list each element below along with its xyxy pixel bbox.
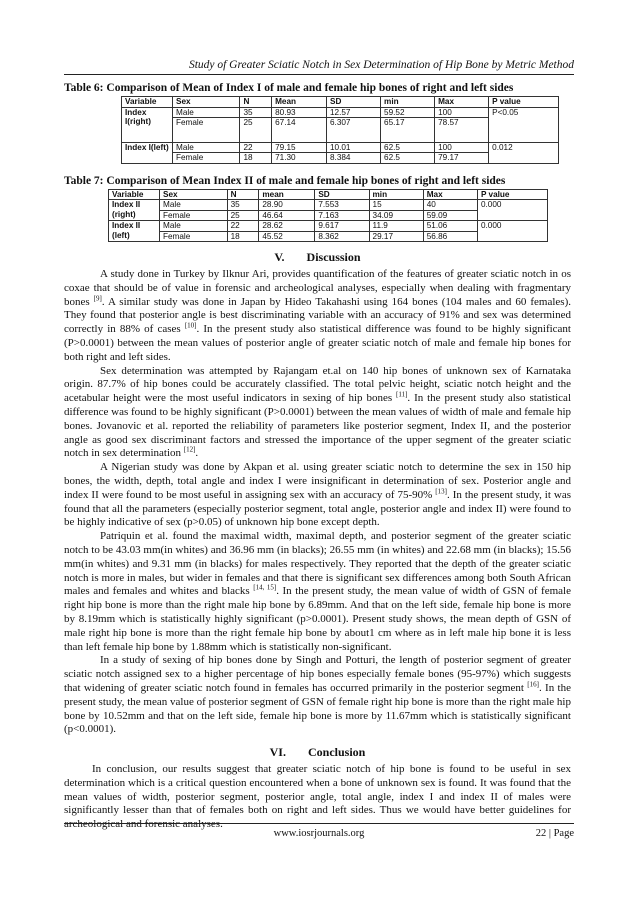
column-header: P value (477, 189, 547, 200)
cell-min: 15 (369, 200, 423, 211)
table6-caption: Table 6: Comparison of Mean of Index I of male and female hip bones of right and left sides (64, 82, 514, 94)
column-header: N (240, 97, 272, 108)
cell-min: 59.52 (381, 107, 435, 118)
cell-min: 29.17 (369, 231, 423, 242)
cell-sd: 10.01 (327, 142, 381, 153)
discussion-paragraph-2: Sex determination was attempted by Rajangam et.al on 140 hip bones of unknown sex of Karnataka origin. 87.7% of hip bones could be accurately classified. The total pelvic height, sciatic notch height and the acetabular height were the most useful indicators in sexing of hip bones [11]. In the present study also statistical difference was found to be highly significant (P>0.0001) between the mean values of width of male and female hip bones. Jovanovic et al. reported the reliability of parameters like posterior segment, Index II, and the posterior angle as good sex discriminant factors and stressed the importance of the upper segment of the greater sciatic notch in sex determination [12]. (64, 364, 571, 460)
column-header: P value (489, 97, 559, 108)
table-row (122, 142, 559, 153)
discussion-title: Discussion (306, 250, 361, 264)
variable-cell: Index II (left) (109, 221, 160, 242)
cell-max: 79.17 (435, 153, 489, 164)
cell-sd: 9.617 (315, 221, 369, 232)
variable-cell: Index I(right) (122, 107, 173, 142)
cell-max: 100 (435, 107, 489, 118)
cell-min: 65.17 (381, 118, 435, 143)
column-header: Max (423, 189, 477, 200)
cell-mean: 45.52 (259, 231, 315, 242)
footer-site: www.iosrjournals.org (273, 828, 365, 839)
cell-sd: 7.553 (315, 200, 369, 211)
column-header: Mean (272, 97, 327, 108)
citation: [9] (93, 293, 102, 302)
column-header: Sex (160, 189, 228, 200)
cell-mean: 80.93 (272, 107, 327, 118)
cell-sex: Female (173, 153, 240, 164)
table7-caption: Table 7: Comparison of Mean Index II of male and female hip bones of right and left sides (64, 174, 506, 187)
table-row (109, 221, 548, 232)
table7 (108, 189, 548, 243)
cell-max: 56.86 (423, 231, 477, 242)
discussion-number: V. (274, 250, 285, 264)
cell-n: 18 (227, 231, 259, 242)
cell-n: 25 (240, 118, 272, 143)
discussion-paragraph-3: A Nigerian study was done by Akpan et al. using greater sciatic notch to determine the sex in 150 hip bones, the width, depth, total angle and index I were insignificant in determination of sex. Posterior angle and index II were found to be most useful in assigning sex with an accuracy of 75-90% [13]. In the present study, it was found that all the parameters (especially posterior segment, total angle, posterior angle and index II) were found to be highly indicative of sex (p>0.05) of unknown hip bone except depth. (64, 461, 571, 529)
conclusion-heading (64, 745, 571, 759)
column-header: Variable (122, 97, 173, 108)
cell-max: 100 (435, 142, 489, 153)
p-value-cell: 0.000 (477, 200, 547, 221)
variable-cell: Index I(left) (122, 142, 173, 163)
cell-mean: 71.30 (272, 153, 327, 164)
discussion-paragraph-5: In a study of sexing of hip bones done by Singh and Potturi, the length of posterior segment of greater sciatic notch assigned sex to a higher percentage of hip bones especially female bones (95-97%) which suggests that widening of greater sciatic notch found in females has occurred primarily in the posterior segment [16]. In the present study, the mean value of posterior segment of GSN of female right hip bone is more than the right male hip bone by 10.52mm and that on the left side, female hip bone is more by 11.67mm which is statistically significant (p<0.0001). (64, 654, 571, 736)
column-header: N (227, 189, 259, 200)
cell-min: 62.5 (381, 142, 435, 153)
cell-sex: Male (173, 142, 240, 153)
table-header-row (109, 189, 548, 200)
cell-sd: 7.163 (315, 210, 369, 221)
cell-mean: 67.14 (272, 118, 327, 143)
column-header: min (369, 189, 423, 200)
variable-cell: Index II (right) (109, 200, 160, 221)
cell-n: 22 (240, 142, 272, 153)
cell-sd: 12.57 (327, 107, 381, 118)
p-value-cell: 0.000 (477, 221, 547, 242)
column-header: mean (259, 189, 315, 200)
cell-n: 35 (227, 200, 259, 211)
cell-max: 78.57 (435, 118, 489, 143)
cell-sex: Male (173, 107, 240, 118)
column-header: SD (327, 97, 381, 108)
column-header: Sex (173, 97, 240, 108)
discussion-paragraph-1: A study done in Turkey by Ilknur Ari, provides quantification of the features of greater sciatic notch in os coxae that should be of value in forensic and archeological analyses, especially when dealing with fragmentary bones [9]. A similar study was done in Japan by Hideo Takahashi using 164 bones (104 males and 60 females). They found that posterior angle is best discriminating variable with an accuracy of 91% and sex was determined correctly in 88% of cases [10]. In the present study also statistical difference was found to be highly significant (P>0.0001) between the mean values of posterior angle of greater sciatic notch of male and female hip bones for both right and left sides. (64, 268, 571, 363)
cell-n: 18 (240, 153, 272, 164)
cell-max: 51.06 (423, 221, 477, 232)
table6 (121, 96, 559, 164)
cell-sd: 8.362 (315, 231, 369, 242)
cell-sex: Male (160, 200, 228, 211)
cell-min: 34.09 (369, 210, 423, 221)
cell-mean: 28.90 (259, 200, 315, 211)
table-row (122, 107, 559, 118)
discussion-heading (64, 250, 571, 264)
conclusion-number: VI. (269, 745, 286, 760)
conclusion-title: Conclusion (307, 745, 366, 760)
cell-n: 35 (240, 107, 272, 118)
citation: [12] (183, 445, 196, 454)
cell-max: 40 (423, 200, 477, 211)
cell-mean: 46.64 (259, 210, 315, 221)
column-header: min (381, 97, 435, 108)
page-content (64, 81, 571, 832)
cell-sex: Female (160, 231, 228, 242)
running-header: Study of Greater Sciatic Notch in Sex Determination of Hip Bone by Metric Method (64, 59, 574, 75)
citation: [14, 15] (253, 583, 277, 592)
cell-max: 59.09 (423, 210, 477, 221)
cell-sex: Female (160, 210, 228, 221)
page-footer (64, 823, 574, 838)
p-value-cell: 0.012 (489, 142, 559, 163)
citation: [16] (527, 680, 539, 689)
citation: [10] (184, 321, 197, 330)
column-header: Max (435, 97, 489, 108)
cell-n: 25 (227, 210, 259, 221)
cell-n: 22 (227, 221, 259, 232)
cell-min: 11.9 (369, 221, 423, 232)
cell-min: 62.5 (381, 153, 435, 164)
cell-mean: 79.15 (272, 142, 327, 153)
p-value-cell: P<0.05 (489, 107, 559, 142)
cell-mean: 28.62 (259, 221, 315, 232)
cell-sex: Female (173, 118, 240, 143)
discussion-paragraph-4: Patriquin et al. found the maximal width, maximal depth, and posterior segment of the greater sciatic notch to be 43.03 mm(in whites) and 36.96 mm (in blacks); 26.55 mm (in whites) and 22.68 mm (in blacks); 15.56 mm(in whites) and 9.31 mm (in blacks) for males respectively. They reported that the depth of the greater sciatic notch is more in males, but wider in females and that there is significant sex differences among both South African males and females and whites and blacks [14, 15]. In the present study, the mean value of width of GSN of female right hip bone is more than the right male hip bone by 6.89mm. And that on the left side, female hip bone is more by 8.19mm which is statistically highly significant (p>0.0001). Present study shows, the mean depth of GSN of male right hip bone is more than the right female hip bone by about1 cm where as in left male hip bone it is less than left female hip bone by 1.88mm which is statistically non-significant. (64, 530, 571, 653)
table-row (109, 200, 548, 211)
citation: [11] (396, 390, 408, 399)
cell-sd: 6.307 (327, 118, 381, 143)
conclusion-paragraph: In conclusion, our results suggest that greater sciatic notch of hip bone is found to be useful in sex determination which is a critical question encountered when a bone of unknown sex is found. It was found that the mean values of width, posterior segment, posterior angle, total angle, index I and index II of males were significantly lesser than that of females both on right and left sides. Thus we would have better guidelines for archeological and forensic analyses. (64, 763, 571, 831)
citation: [13] (435, 487, 447, 496)
footer-page-number: 22 | Page (535, 828, 574, 839)
table-header-row (122, 97, 559, 108)
cell-sex: Male (160, 221, 228, 232)
cell-sd: 8.384 (327, 153, 381, 164)
column-header: SD (315, 189, 369, 200)
column-header: Variable (109, 189, 160, 200)
